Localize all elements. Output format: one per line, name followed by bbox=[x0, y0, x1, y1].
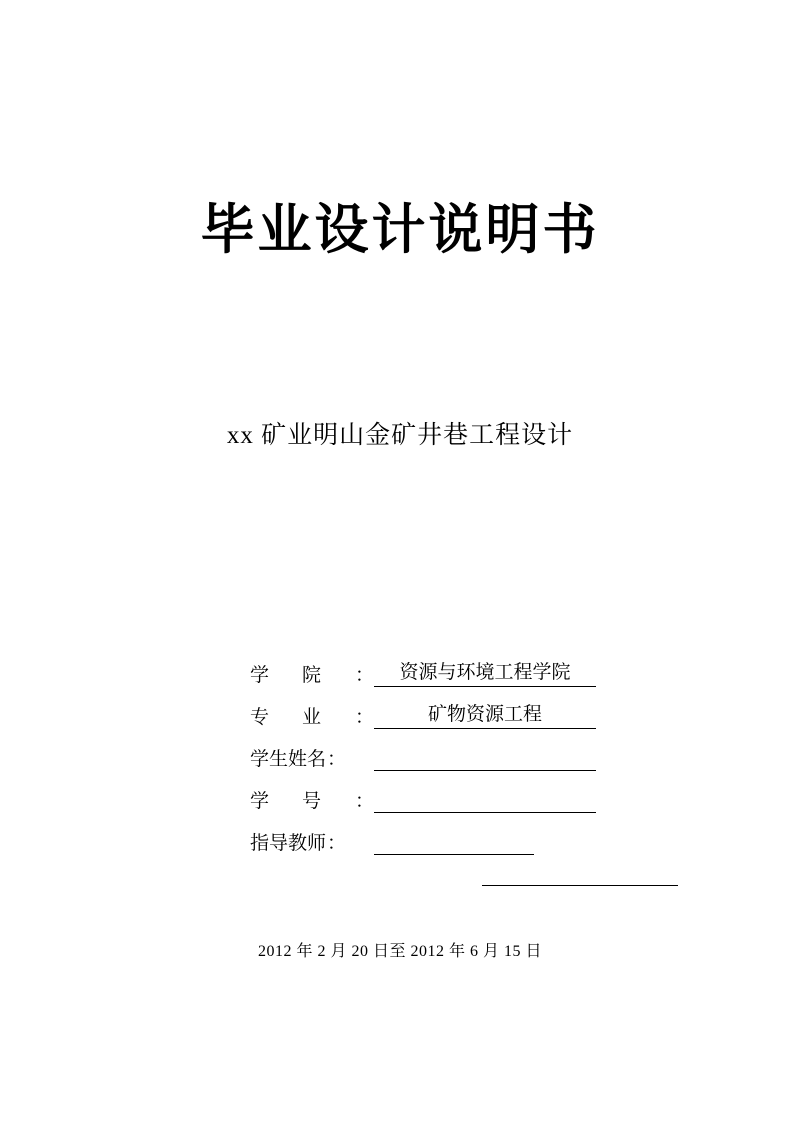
date-range: 2012 年 2 月 20 日至 2012 年 6 月 15 日 bbox=[257, 943, 542, 960]
field-value-advisor[interactable] bbox=[374, 852, 534, 855]
field-value-student-id[interactable] bbox=[374, 810, 596, 813]
field-label-major: 专 业 ： bbox=[250, 702, 374, 729]
label-colon: ： bbox=[327, 749, 347, 770]
label-colon: ： bbox=[354, 791, 374, 812]
field-row-student-name bbox=[250, 729, 720, 771]
field-row-advisor bbox=[250, 813, 720, 855]
signature-rule bbox=[482, 885, 678, 886]
document-subtitle: xx 矿业明山金矿井巷工程设计 bbox=[226, 422, 574, 449]
field-label-college: 学 院 ： bbox=[250, 660, 374, 687]
info-fields bbox=[250, 645, 720, 855]
label-colon: ： bbox=[354, 665, 374, 686]
page-title: 毕业设计说明书 bbox=[200, 198, 600, 261]
field-row-college bbox=[250, 645, 720, 687]
field-value-student-name[interactable] bbox=[374, 768, 596, 771]
field-row-major bbox=[250, 687, 720, 729]
label-colon: ： bbox=[327, 833, 347, 854]
label-colon: ： bbox=[354, 707, 374, 728]
field-value-major[interactable]: 矿物资源工程 bbox=[374, 699, 596, 729]
field-label-student-name: 学生姓名 ： bbox=[250, 744, 374, 771]
field-label-advisor: 指导教师 ： bbox=[250, 828, 374, 855]
field-row-student-id bbox=[250, 771, 720, 813]
field-label-student-id: 学 号 ： bbox=[250, 786, 374, 813]
field-value-college[interactable]: 资源与环境工程学院 bbox=[374, 657, 596, 687]
